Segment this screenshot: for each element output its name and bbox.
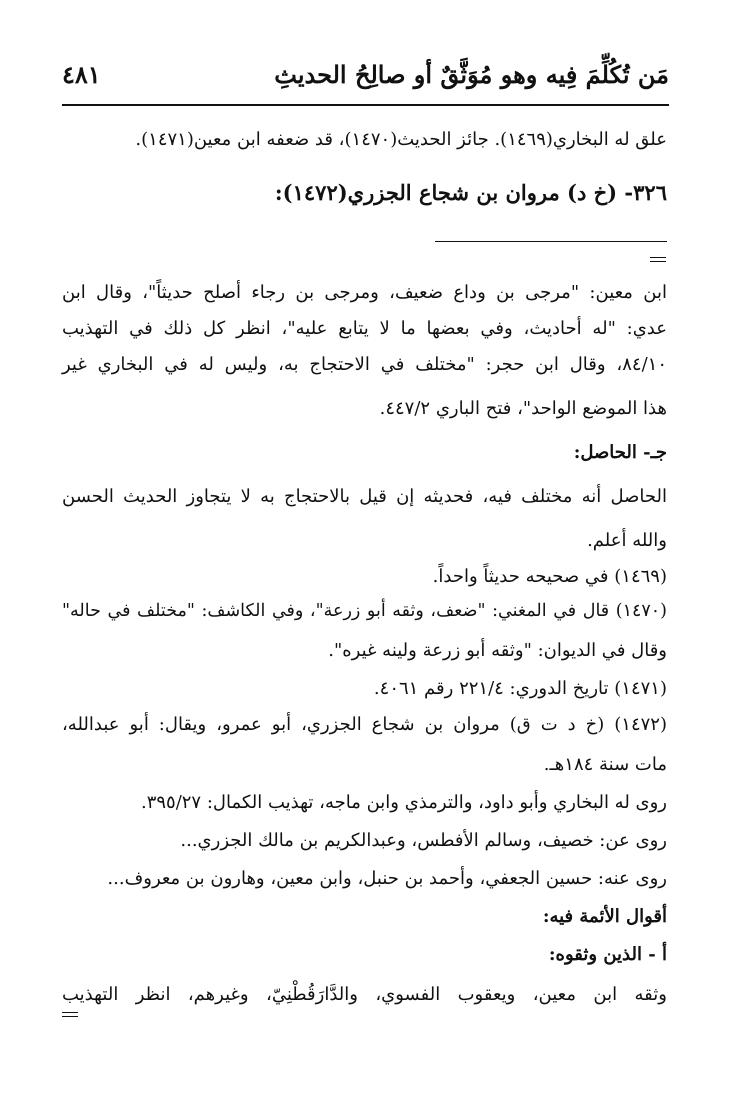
- footnote-line: وقال في الديوان: "وثقه أبو زرعة ولينه غيره".: [328, 640, 667, 661]
- footnote-line: ٨٤/١٠، وقال ابن حجر: "مختلف في الاحتجاج به، وليس له في البخاري غير: [62, 354, 667, 375]
- footnote-line: ابن معين: "مرجى بن وداع ضعيف، ومرجى بن رجاء أصلح حديثاً"، وقال ابن: [62, 282, 667, 303]
- footnote-separator: [435, 241, 667, 242]
- entry-heading: ٣٢٦- (خ د) مروان بن شجاع الجزري(١٤٧٢):: [274, 180, 667, 205]
- footnote-1469: (١٤٦٩) في صحيحه حديثاً واحداً.: [432, 566, 667, 587]
- footnote-line: روى عنه: حسين الجعفي، وأحمد بن حنبل، وابن معين، وهارون بن معروف...: [107, 868, 667, 889]
- section-heading: جـ- الحاصل:: [573, 442, 667, 463]
- subsection-heading: أقوال الأئمة فيه:: [542, 906, 667, 927]
- footnote-1471: (١٤٧١) تاريخ الدوري: ٢٢١/٤ رقم ٤٠٦١.: [373, 678, 667, 699]
- footnote-line: روى عن: خصيف، وسالم الأفطس، وعبدالكريم بن مالك الجزري...: [180, 830, 667, 851]
- body-line: علق له البخاري(١٤٦٩). جائز الحديث(١٤٧٠)، قد ضعفه ابن معين(١٤٧١).: [135, 129, 667, 150]
- footnote-1470: (١٤٧٠) قال في المغني: "ضعف، وثقه أبو زرعة"، وفي الكاشف: "مختلف في حاله": [62, 601, 667, 621]
- header-rule: [62, 104, 669, 106]
- subsection-heading: أ - الذين وثقوه:: [548, 944, 667, 965]
- continuation-mark: [650, 257, 666, 258]
- page-number: ٤٨١: [62, 60, 101, 89]
- footnote-line: مات سنة ١٨٤هـ.: [543, 754, 667, 775]
- footnote-line: الحاصل أنه مختلف فيه، فحديثه إن قيل بالاحتجاج به لا يتجاوز الحديث الحسن: [62, 486, 667, 507]
- page-header: [62, 56, 669, 100]
- continues-mark: [62, 1012, 78, 1013]
- footnote-line: روى له البخاري وأبو داود، والترمذي وابن ماجه، تهذيب الكمال: ٣٩٥/٢٧.: [140, 792, 667, 813]
- running-title: مَن تُكُلِّمَ فِيه وهو مُوَثَّقٌ أو صالِحُ الحديثِ: [274, 60, 669, 89]
- footnote-line: عدي: "له أحاديث، وفي بعضها ما لا يتابع عليه"، انظر كل ذلك في التهذيب: [62, 318, 667, 339]
- footnote-line: والله أعلم.: [587, 530, 667, 551]
- footnote-1472: (١٤٧٢) (خ د ت ق) مروان بن شجاع الجزري، أبو عمرو، ويقال: أبو عبدالله،: [62, 714, 667, 735]
- footnote-line: هذا الموضع الواحد"، فتح الباري ٤٤٧/٢.: [379, 398, 667, 419]
- footnote-line: وثقه ابن معين، ويعقوب الفسوي، والدَّارَقُطْنِيّ، وغيرهم، انظر التهذيب: [62, 984, 667, 1005]
